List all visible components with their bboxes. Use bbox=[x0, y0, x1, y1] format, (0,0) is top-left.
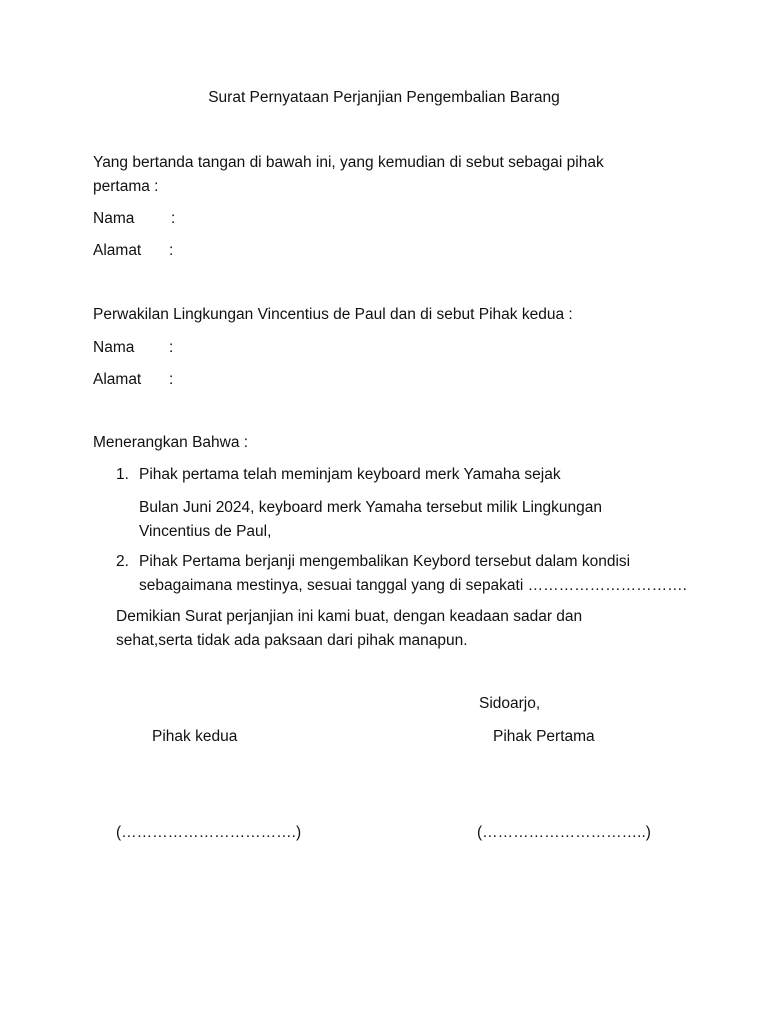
place-date: Sidoarjo, bbox=[479, 695, 541, 712]
signature-right-blank: (…………………………..) bbox=[477, 824, 651, 841]
party1-address-row bbox=[93, 239, 173, 263]
document-title: Surat Pernyataan Perjanjian Pengembalian Barang bbox=[208, 89, 560, 106]
list-item-line: Pihak pertama telah meminjam keyboard merk Yamaha sejak bbox=[139, 466, 561, 483]
list-item-line: sebagaimana mestinya, sesuai tanggal yang di sepakati …………………………. bbox=[139, 577, 687, 594]
party1-address-label: Alamat bbox=[93, 242, 142, 259]
closing-line-1: Demikian Surat perjanjian ini kami buat, dengan keadaan sadar dan bbox=[116, 608, 583, 625]
closing-line-2: sehat,serta tidak ada paksaan dari pihak manapun. bbox=[116, 632, 468, 649]
signature-right-label: Pihak Pertama bbox=[493, 728, 595, 745]
party2-address-label: Alamat bbox=[93, 371, 142, 388]
party2-name-colon: : bbox=[169, 339, 174, 356]
party2-name-label: Nama bbox=[93, 339, 135, 356]
party2-address-row bbox=[93, 368, 173, 392]
list-item-number: 2. bbox=[116, 553, 129, 570]
party1-name-row bbox=[93, 207, 175, 231]
statement-heading: Menerangkan Bahwa : bbox=[93, 434, 249, 451]
party1-address-colon: : bbox=[169, 242, 174, 259]
party2-name-row bbox=[93, 336, 173, 360]
party2-address-colon: : bbox=[169, 371, 174, 388]
intro-line-1: Yang bertanda tangan di bawah ini, yang kemudian di sebut sebagai pihak bbox=[93, 154, 604, 171]
party1-name-colon: : bbox=[171, 210, 176, 227]
list-item-number: 1. bbox=[116, 466, 129, 483]
list-item-line: Pihak Pertama berjanji mengembalikan Keybord tersebut dalam kondisi bbox=[139, 553, 631, 570]
signature-left-label: Pihak kedua bbox=[152, 728, 238, 745]
signature-left-blank: (…………………………….) bbox=[116, 824, 302, 841]
list-item-line: Bulan Juni 2024, keyboard merk Yamaha tersebut milik Lingkungan bbox=[139, 499, 602, 516]
party2-intro: Perwakilan Lingkungan Vincentius de Paul dan di sebut Pihak kedua : bbox=[93, 306, 573, 323]
party1-name-label: Nama bbox=[93, 210, 135, 227]
intro-line-2: pertama : bbox=[93, 178, 159, 195]
list-item-line: Vincentius de Paul, bbox=[139, 523, 272, 540]
